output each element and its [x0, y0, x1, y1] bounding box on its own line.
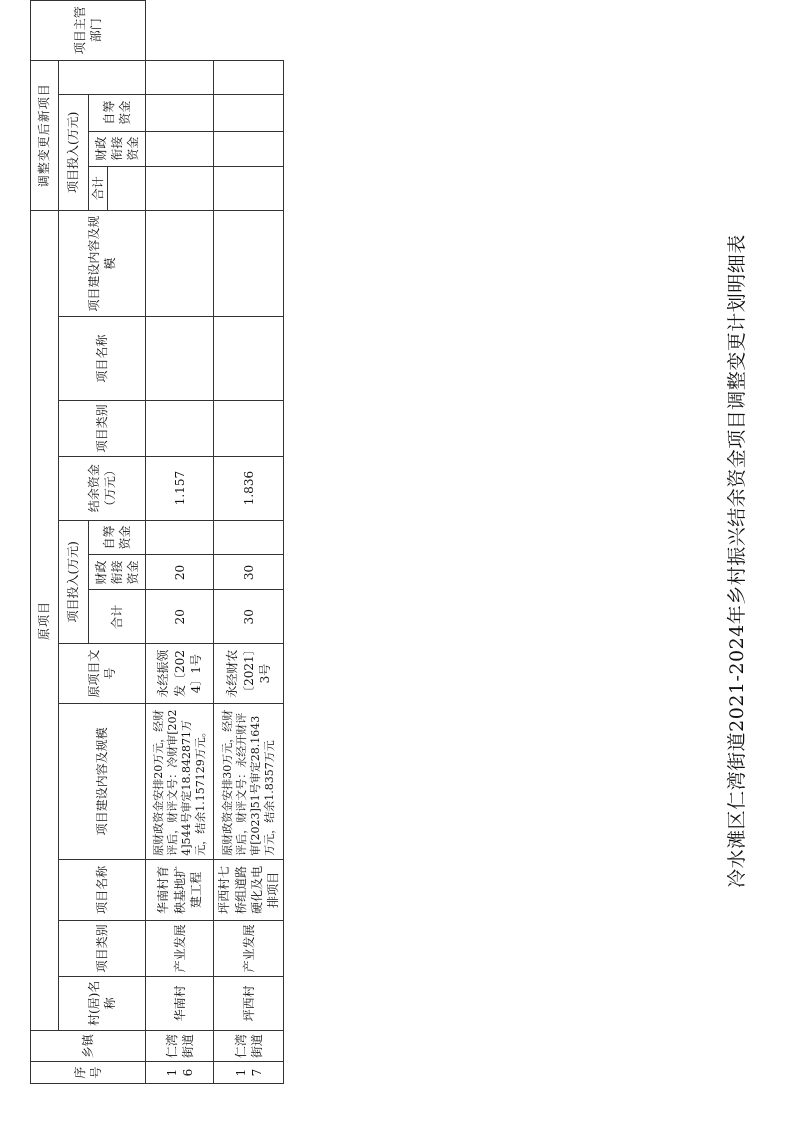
row-17-type: 产业发展	[214, 921, 284, 977]
name-header: 项目名称	[59, 859, 146, 920]
new-name-header: 项目名称	[59, 317, 146, 401]
row-17-self	[214, 520, 284, 555]
balance-header: 结余资金（万元）	[59, 456, 146, 520]
row-17-fiscal: 30	[214, 555, 284, 590]
row-16-dept	[146, 60, 214, 94]
new-self-header: 自筹资金	[89, 94, 146, 131]
row-17-seq: 17	[214, 1062, 284, 1084]
row-17-new-total	[214, 166, 284, 210]
row-17-name: 坪西村七桥组道路硬化及电排项目	[214, 859, 284, 920]
original-project-header: 原项目	[31, 210, 59, 1030]
doc-header: 原项目文号	[59, 644, 146, 704]
row-17-total: 30	[214, 590, 284, 644]
row-17-new-self	[214, 94, 284, 131]
row-16-fiscal: 20	[146, 555, 214, 590]
type-header: 项目类别	[59, 921, 146, 977]
row-17-new-content	[214, 210, 284, 316]
adjusted-project-header: 调整变更后新项目	[31, 60, 59, 210]
row-16-doc: 永经振领发〔2024〕1号	[146, 644, 214, 704]
row-16-balance: 1.157	[146, 456, 214, 520]
fiscal-header: 财政衔接资金	[89, 555, 146, 590]
row-16-seq: 16	[146, 1062, 214, 1084]
row-17-balance: 1.836	[214, 456, 284, 520]
row-16-new-fiscal	[146, 131, 214, 166]
new-content-header: 项目建设内容及规模	[59, 210, 146, 316]
row-16-name: 华南村育秧基地扩建工程	[146, 859, 214, 920]
row-16-content: 原财政资金安排20万元，经财评后，财评文号：冷财审[2024]544号审定18.842871万元，结余1.157129万元。	[146, 704, 214, 860]
header-spacer	[108, 166, 146, 210]
row-17-doc: 永经财农〔2021〕3号	[214, 644, 284, 704]
row-17-new-name	[214, 317, 284, 401]
row-16-new-type	[146, 401, 214, 457]
seq-header: 序号	[31, 1062, 146, 1084]
row-17-new-type	[214, 401, 284, 457]
row-16-new-content	[146, 210, 214, 316]
row-16-town: 仁湾街道	[146, 1030, 214, 1061]
document-title: 冷水滩区仁湾街道2021-2024年乡村振兴结余资金项目调整变更计划明细表	[726, 234, 748, 888]
dept-header: 项目主管部门	[31, 1, 146, 61]
new-fiscal-header: 财政衔接资金	[89, 131, 146, 166]
row-16-new-self	[146, 94, 214, 131]
row-16-new-name	[146, 317, 214, 401]
village-header: 村(居)名称	[59, 976, 146, 1030]
row-17-new-fiscal	[214, 131, 284, 166]
row-17-dept	[214, 60, 284, 94]
investment-header: 项目投入(万元)	[59, 520, 89, 644]
town-header: 乡镇	[31, 1030, 146, 1061]
new-type-header: 项目类别	[59, 401, 146, 457]
self-header: 自筹资金	[89, 520, 146, 555]
total-header: 合计	[89, 590, 146, 644]
row-17-village: 坪西村	[214, 976, 284, 1030]
row-16-self	[146, 520, 214, 555]
new-investment-header: 项目投入(万元)	[59, 94, 89, 210]
adjustment-table	[30, 0, 284, 1084]
row-17-content: 原财政资金安排30万元，经财评后，财评文号：永经开财评审[2023]51号审定28.1643万元，结余1.8357万元	[214, 704, 284, 860]
row-16-total: 20	[146, 590, 214, 644]
content-header: 项目建设内容及规模	[59, 704, 146, 860]
new-total-header: 合计	[89, 166, 108, 210]
row-16-type: 产业发展	[146, 921, 214, 977]
row-17-town: 仁湾街道	[214, 1030, 284, 1061]
row-16-new-total	[146, 166, 214, 210]
row-16-village: 华南村	[146, 976, 214, 1030]
